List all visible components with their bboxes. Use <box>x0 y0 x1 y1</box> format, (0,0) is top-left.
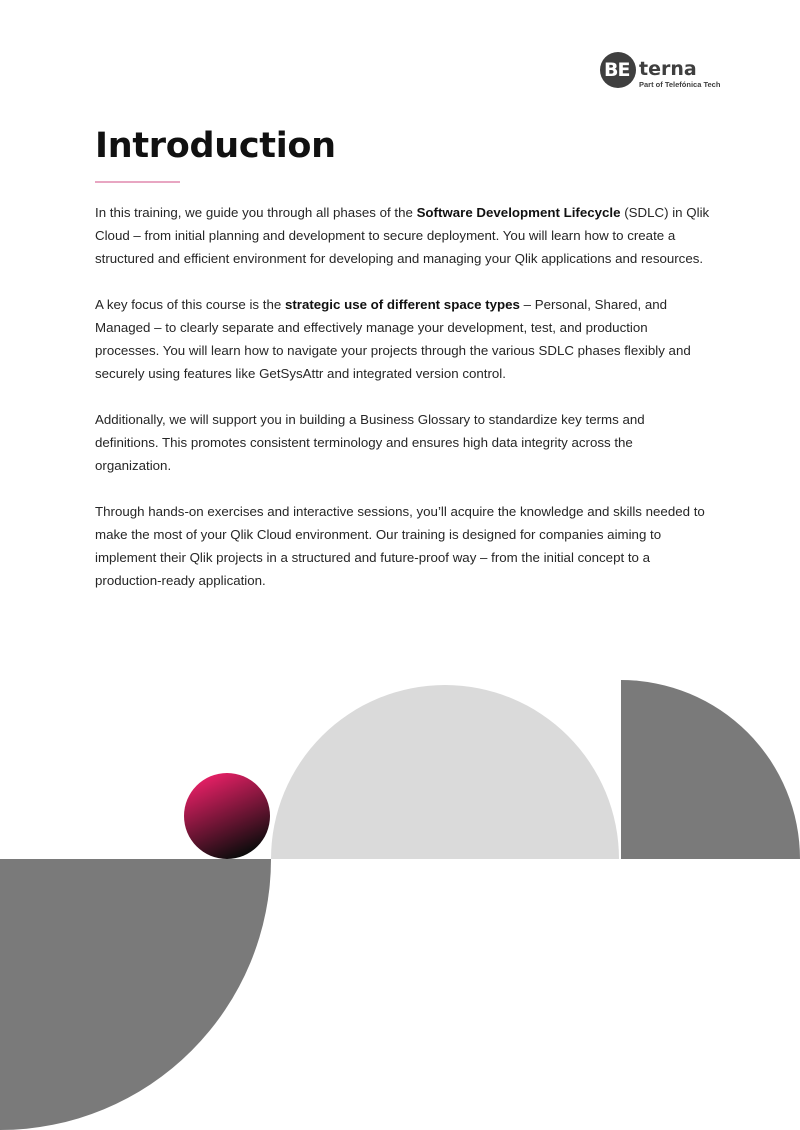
paragraph-4-text: Through hands-on exercises and interactive sessions, you’ll acquire the knowledge and skills needed to make the most of your Qlik Cloud environment. Our training is designed for companies aiming to implement their Qlik projects in a structured and future-proof way – from the initial concept to a production-ready application. <box>95 504 705 588</box>
paragraph-1-text-end: (SDLC) in Qlik Cloud – from initial planning and development to secure deployment. You will learn how to create a structured and efficient environment for developing and managing your Qlik applications and resources. <box>95 205 710 266</box>
page-title: Introduction <box>95 126 336 166</box>
gradient-sphere <box>184 773 270 859</box>
paragraph-2-text-end: – Personal, Shared, and Managed – to clearly separate and effectively manage your development, test, and production processes. You will learn how to navigate your projects through the various SDLC phases flexibly and securely using features like GetSysAttr and integrated version control. <box>95 297 691 381</box>
quarter-circle-right <box>621 680 800 859</box>
half-circle-light <box>271 685 619 859</box>
paragraph-3-text: Additionally, we will support you in building a Business Glossary to standardize key terms and definitions. This promotes consistent terminology and ensures high data integrity across the organization. <box>95 412 645 473</box>
paragraph-1-text-start: In this training, we guide you through all phases of the <box>95 205 417 220</box>
logo-tagline: Part of Telefónica Tech <box>639 80 721 89</box>
logo-mark: BE <box>604 59 630 81</box>
logo-wordmark: terna <box>639 58 697 80</box>
quarter-circle-bottom-left <box>0 859 271 1130</box>
paragraph-2-bold: strategic use of different space types <box>284 297 520 312</box>
paragraph-1-bold: Software Development Lifecycle <box>416 205 621 220</box>
paragraph-2-text-start: A key focus of this course is the <box>95 297 285 312</box>
